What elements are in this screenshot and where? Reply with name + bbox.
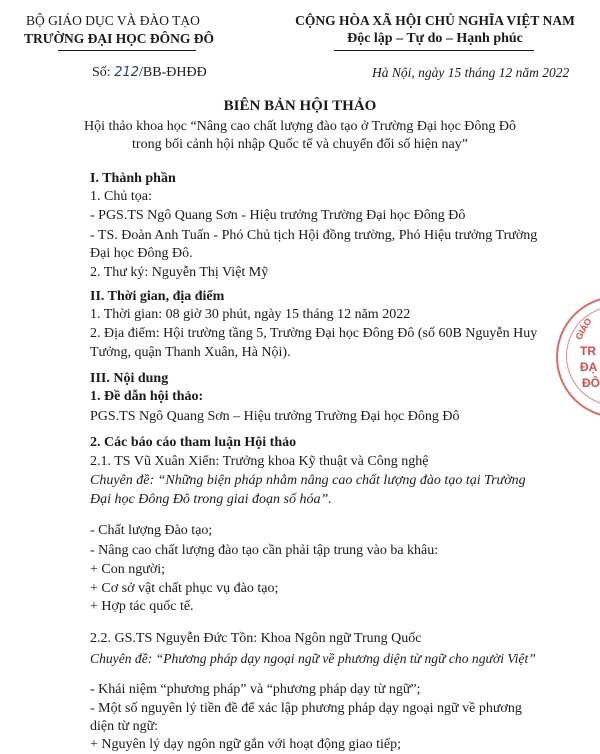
handwritten-number: 212 xyxy=(114,65,140,80)
report-1-bullet-1: - Chất lượng Đào tạo; xyxy=(90,523,213,538)
section-1-line-5: 2. Thư ký: Nguyễn Thị Việt Mỹ xyxy=(90,265,269,280)
report-2-bullet-3: diện từ ngữ: xyxy=(90,719,159,734)
section-1-line-4: Đại học Đông Đô. xyxy=(90,246,193,261)
document-number: Số: 212/BB-ĐHĐĐ xyxy=(92,65,207,80)
section-1-line-2: - PGS.TS Ngô Quang Sơn - Hiệu trưởng Trường Đại học Đông Đô xyxy=(90,208,466,223)
section-1-heading: I. Thành phần xyxy=(90,171,176,186)
section-1-line-3: - TS. Đoàn Anh Tuấn - Phó Chủ tịch Hội đồng trường, Phó Hiệu trưởng Trường xyxy=(90,228,538,243)
title-subline-1: Hội thảo khoa học “Nâng cao chất lượng đào tạo ở Trường Đại học Đông Đô xyxy=(83,119,517,134)
section-2-line-3: Tưởng, quận Thanh Xuân, Hà Nội). xyxy=(90,345,291,360)
national-motto: Độc lập – Tự do – Hạnh phúc xyxy=(347,31,523,46)
reports-heading: 2. Các báo cáo tham luận Hội thảo xyxy=(90,435,297,450)
opening-speaker: PGS.TS Ngô Quang Sơn – Hiệu trưởng Trường Đại học Đông Đô xyxy=(90,409,460,424)
report-1-bullet-4: + Cơ sở vật chất phục vụ đào tạo; xyxy=(90,581,279,596)
country-name: CỘNG HÒA XÃ HỘI CHỦ NGHĨA VIỆT NAM xyxy=(295,13,575,28)
report-2-bullet-4: + Nguyên lý dạy ngôn ngữ gắn với hoạt động giao tiếp; xyxy=(90,737,402,752)
title-subline-2: trong bối cảnh hội nhập Quốc tế và chuyển đổi số hiện nay” xyxy=(132,137,468,152)
report-1-topic-line-2: Đại học Đông Đô trong giai đoạn số hóa”. xyxy=(90,492,332,507)
report-1-bullet-5: + Hợp tác quốc tế. xyxy=(90,599,194,614)
stamp-text-4: ĐÔ xyxy=(582,376,600,390)
section-1-line-1: 1. Chủ tọa: xyxy=(90,189,152,204)
report-2-bullet-1: - Khái niệm “phương pháp” và “phương pháp dạy từ ngữ”; xyxy=(90,682,421,697)
report-1-bullet-2: - Nâng cao chất lượng đào tạo cần phải tập trung vào ba khâu: xyxy=(90,543,439,558)
place-date: Hà Nội, ngày 15 tháng 12 năm 2022 xyxy=(372,65,570,80)
section-2-heading: II. Thời gian, địa điểm xyxy=(90,289,225,304)
red-seal-stamp xyxy=(556,296,600,418)
section-3-heading: III. Nội dung xyxy=(90,371,169,386)
university-name: TRƯỜNG ĐẠI HỌC ĐÔNG ĐÔ xyxy=(24,31,215,46)
section-2-line-1: 1. Thời gian: 08 giờ 30 phút, ngày 15 tháng 12 năm 2022 xyxy=(90,307,411,322)
stamp-text-3: ĐẠ xyxy=(580,360,598,374)
opening-heading: 1. Đề dẫn hội thảo: xyxy=(90,389,204,404)
ministry-name: BỘ GIÁO DỤC VÀ ĐÀO TẠO xyxy=(26,13,200,28)
report-1-topic-line-1: Chuyên đề: “Những biện pháp nhằm nâng cao chất lượng đào tạo tại Trường xyxy=(90,473,526,488)
report-1-title: 2.1. TS Vũ Xuân Xiển: Trưởng khoa Kỹ thuật và Công nghệ xyxy=(90,454,429,469)
report-1-bullet-3: + Con người; xyxy=(90,562,166,577)
section-2-line-2: 2. Địa điểm: Hội trường tầng 5, Trường Đại học Đông Đô (số 60B Nguyễn Huy xyxy=(90,326,538,341)
stamp-text-1: GIÁO xyxy=(573,316,594,342)
report-2-topic: Chuyên đề: “Phương pháp dạy ngoại ngữ về phương diện từ ngữ cho người Việt” xyxy=(90,651,536,666)
document-title: BIÊN BẢN HỘI THẢO xyxy=(223,98,377,114)
report-2-title: 2.2. GS.TS Nguyễn Đức Tồn: Khoa Ngôn ngữ Trung Quốc xyxy=(90,631,422,646)
report-2-bullet-2: - Một số nguyên lý tiền đề để xác lập phương pháp dạy ngoại ngữ về phương xyxy=(90,701,522,716)
stamp-text-2: TR xyxy=(580,344,596,358)
